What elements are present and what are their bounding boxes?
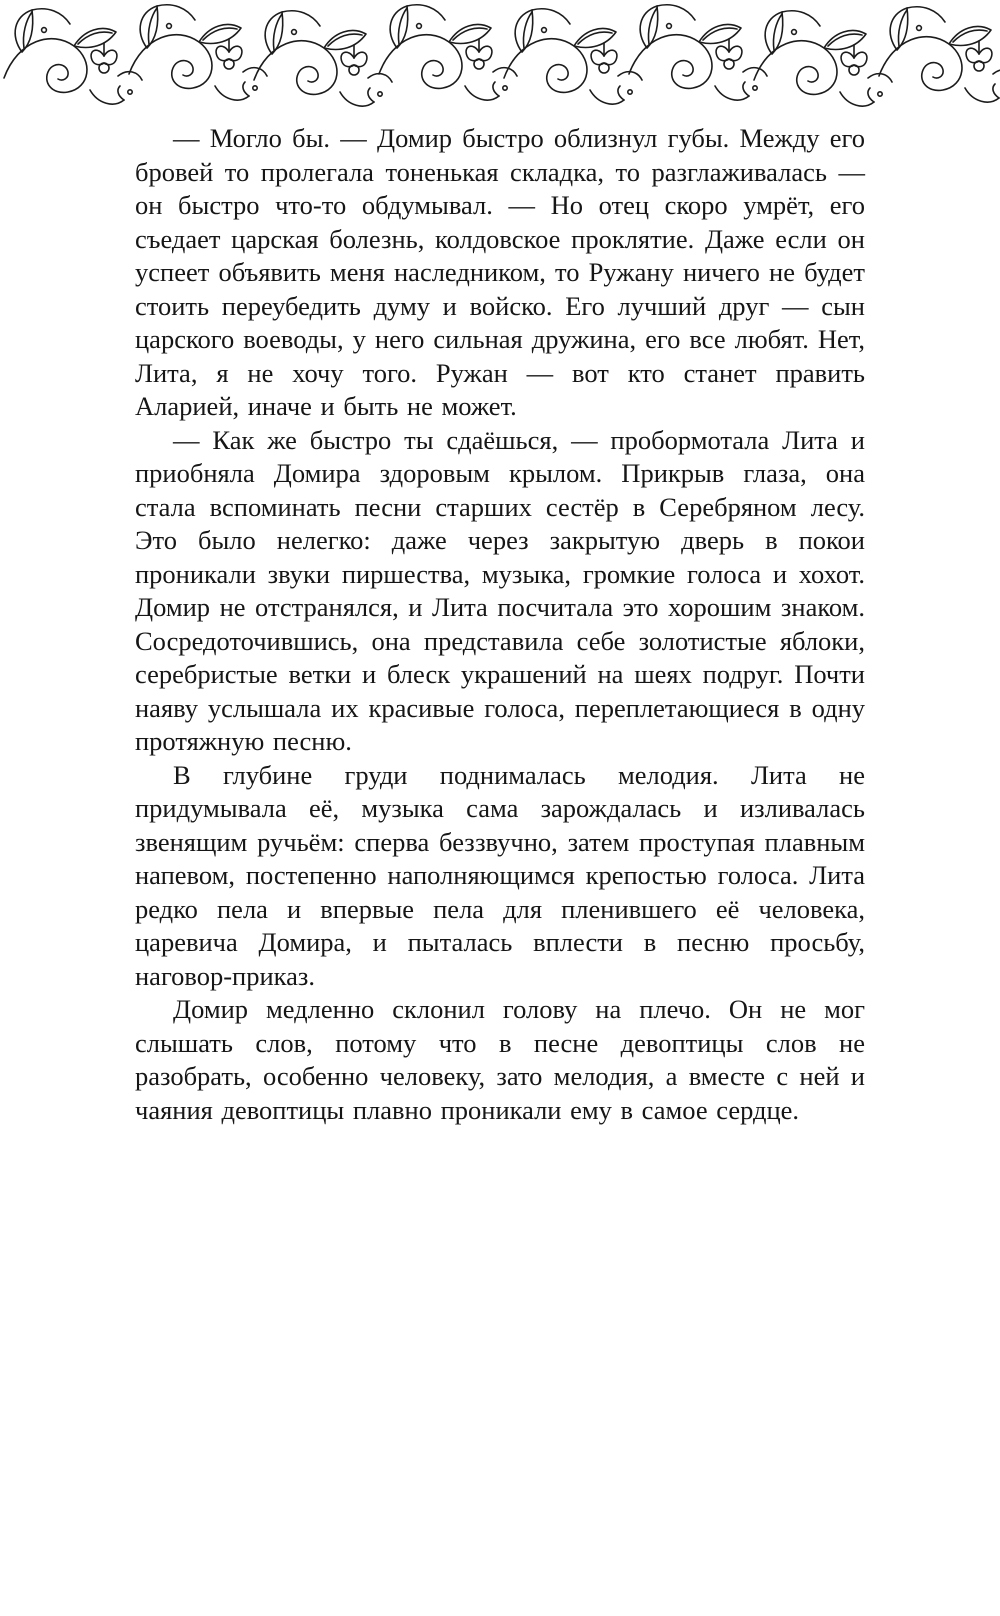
body-text: [135, 122, 865, 1127]
floral-border-ornament: [0, 0, 1000, 114]
paragraph: — Могло бы. — Домир быстро облизнул губы. Между его бровей то пролегала тоненькая складка, то разглаживалась — он быстро что-то обдумывал. — Но отец скоро умрёт, его съедает царская болезнь, колдовское проклятие. Даже если он успеет объявить меня наследником, то Ружану ничего не будет стоить переубедить думу и войско. Его лучший друг — сын царского воеводы, у него сильная дружина, его все любят. Нет, Лита, я не хочу того. Ружан — вот кто станет править Аларией, иначе и быть не может.: [135, 123, 865, 421]
paragraph: В глубине груди поднималась мелодия. Лита не придумывала её, музыка сама зарождалась и изливалась звенящим ручьём: сперва беззвучно, затем проступая плавным напевом, постепенно наполняющимся крепостью голоса. Лита редко пела и впервые пела для пленившего её человека, царевича Домира, и пыталась вплести в песню просьбу, наговор-приказ.: [135, 759, 865, 991]
paragraph: Домир медленно склонил голову на плечо. Он не мог слышать слов, потому что в песне девоптицы слов не разобрать, особенно человеку, зато мелодия, а вместе с ней и чаяния девоптицы плавно проникали ему в самое сердце.: [135, 994, 865, 1125]
floral-vine-border-icon: [0, 0, 1000, 114]
paragraph: — Как же быстро ты сдаёшься, — пробормотала Лита и приобняла Домира здоровым крылом. Прикрыв глаза, она стала вспоминать песни старших сестёр в Серебряном лесу. Это было нелегко: даже через закрытую дверь в покои проникали звуки пиршества, музыка, громкие голоса и хохот. Домир не отстранялся, и Лита посчитала это хорошим знаком. Сосредоточившись, она представила себе золотистые яблоки, серебристые ветки и блеск украшений на шеях подруг. Почти наяву услышала их красивые голоса, переплетающиеся в одну протяжную песню.: [135, 424, 865, 756]
